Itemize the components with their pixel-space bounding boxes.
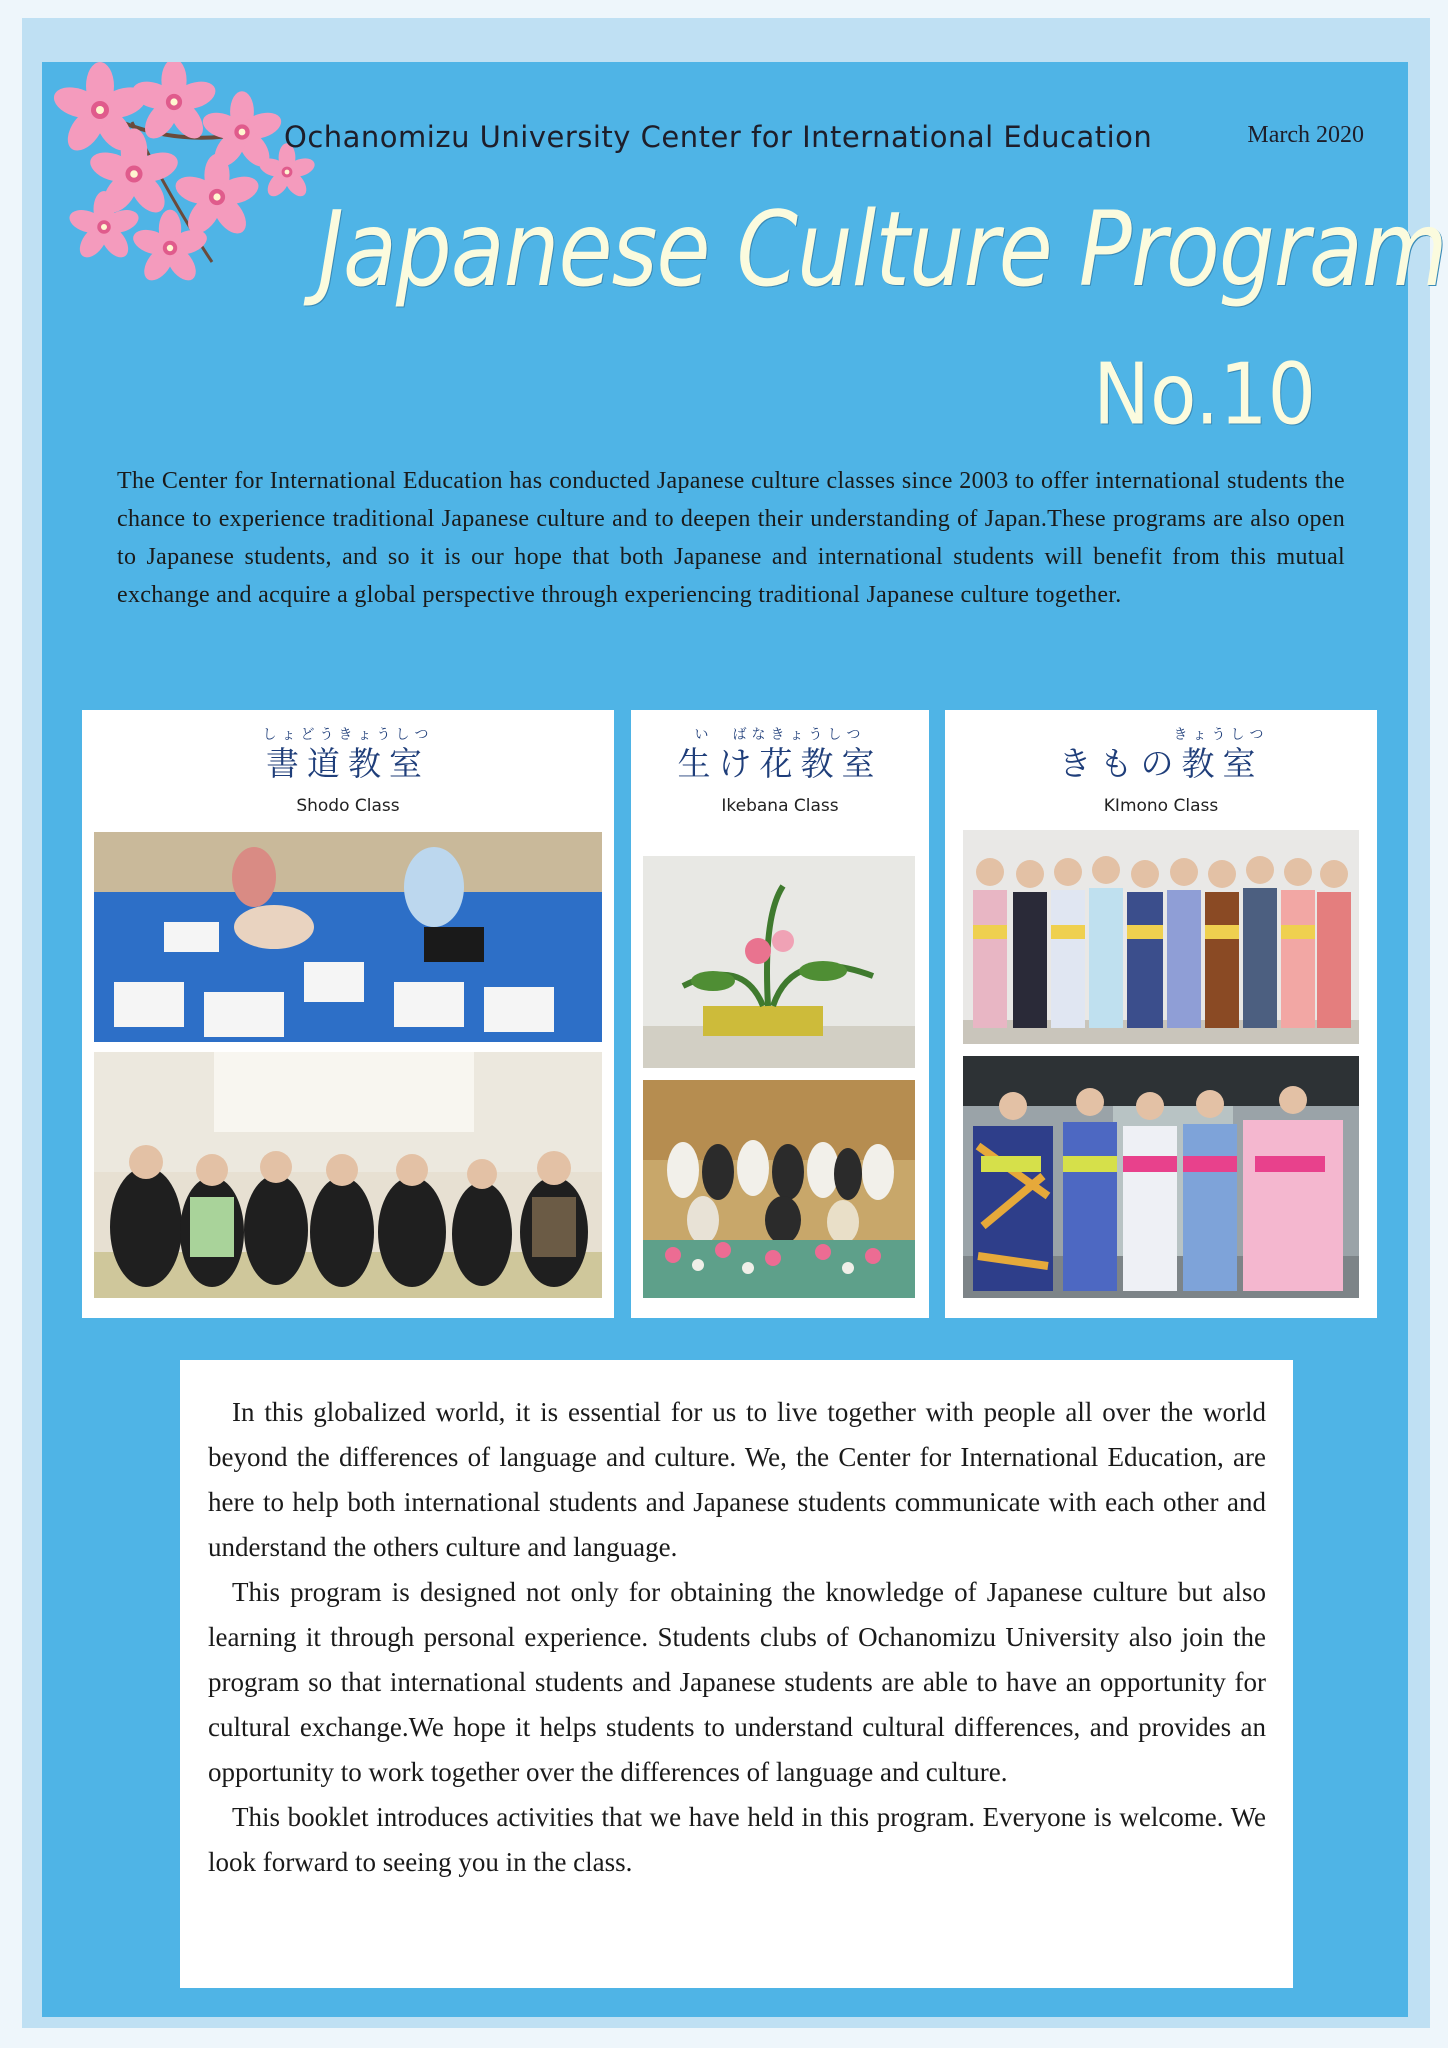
message-text xyxy=(208,1390,1266,1885)
furigana: い ばなきょうしつ xyxy=(694,727,866,743)
photo-ikebana-arrangement xyxy=(643,856,915,1068)
cover-panel xyxy=(42,62,1447,2017)
class-card-shodo xyxy=(82,710,614,1318)
class-title-en: Ikebana Class xyxy=(721,796,839,816)
message-paragraph: This booklet introduces activities that we have held in this program. Everyone is welcome. We look forward to seeing you in the class. xyxy=(208,1802,1266,1877)
center-name: Ochanomizu University Center for International Education xyxy=(284,120,1153,154)
class-title-jp: きもの教室 xyxy=(1058,744,1264,783)
photo-calligraphy-practice xyxy=(94,832,602,1042)
class-title-jp: 生け花教室 xyxy=(677,744,883,783)
cherry-blossom-icon xyxy=(42,62,342,292)
furigana: きょうしつ xyxy=(1173,727,1269,743)
class-title-jp: 書道教室 xyxy=(266,744,430,783)
class-title-en: KImono Class xyxy=(1103,796,1219,816)
message-paragraph: This program is designed not only for obtaining the knowledge of Japanese culture but also learning it through personal experience. Students clubs of Ochanomizu University also join the program so that international students and Japanese students are able to have an opportunity for cultural exchange.We hope it helps students to understand cultural differences, and provides an opportunity to work together over the differences of language and culture. xyxy=(208,1577,1266,1787)
photo-ikebana-group xyxy=(643,1080,915,1298)
card-heading xyxy=(945,726,1377,816)
photo-yukata-group xyxy=(963,1056,1359,1298)
page-title: Japanese Culture Program xyxy=(318,188,1447,310)
intro-paragraph: The Center for International Education has conducted Japanese culture classes since 2003 to offer international students the chance to experience traditional Japanese culture and to deepen their understanding of Japan.These programs are also open to Japanese students, and so it is our hope that both Japanese and international students will benefit from this mutual exchange and acquire a global perspective through experiencing traditional Japanese culture together. xyxy=(117,468,1345,608)
card-heading xyxy=(82,726,614,816)
class-title-en: Shodo Class xyxy=(296,796,400,816)
photo-kimono-group xyxy=(963,830,1359,1044)
card-heading xyxy=(631,726,929,816)
header-line xyxy=(284,120,1402,160)
photo-shodo-group xyxy=(94,1052,602,1298)
issue-date: March 2020 xyxy=(1247,122,1364,148)
furigana: しょどうきょうしつ xyxy=(262,727,434,743)
message-paragraph: In this globalized world, it is essential for us to live together with people all over the world beyond the differences of language and culture. We, the Center for International Education, are here to help both international students and Japanese students communicate with each other and understand the others culture and language. xyxy=(208,1397,1266,1562)
page-border xyxy=(22,18,1447,2028)
class-card-ikebana xyxy=(631,710,929,1318)
class-card-kimono xyxy=(945,710,1377,1318)
issue-number: No.10 xyxy=(1093,344,1316,444)
message-box xyxy=(180,1360,1293,1988)
